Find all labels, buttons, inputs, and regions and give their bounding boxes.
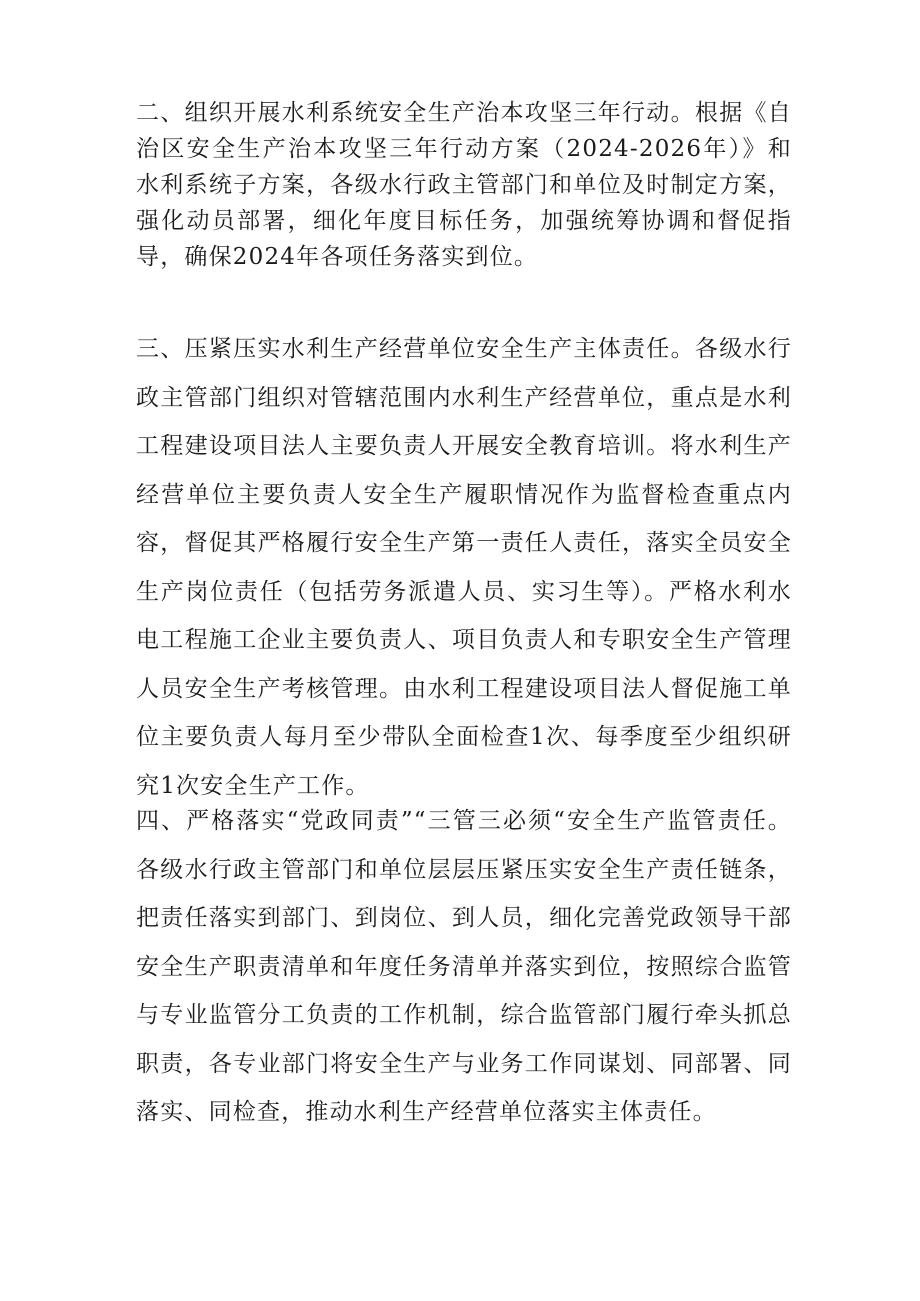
paragraph-2-production-campaign: 二、组织开展水利系统安全生产治本攻坚三年行动。根据《自治区安全生产治本攻坚三年行动方案（2024-2026年）》和水利系统子方案，各级水行政主管部门和单位及时制定方案，强化动员部署，细化年度目标任务，加强统筹协调和督促指导，确保2024年各项任务落实到位。 bbox=[136, 100, 792, 270]
paragraph-4-supervision-responsibility: 四、严格落实“党政同责”“三管三必须“安全生产监管责任。各级水行政主管部门和单位层层压紧压实安全生产责任链条，把责任落实到部门、到岗位、到人员，细化完善党政领导干部安全生产职责清单和年度任务清单并落实到位，按照综合监管与专业监管分工负责的工作机制，综合监管部门履行牵头抓总职责，各专业部门将安全生产与业务工作同谋划、同部署、同落实、同检查，推动水利生产经营单位落实主体责任。 bbox=[136, 808, 792, 1125]
paragraph-3-enterprise-responsibility: 三、压紧压实水利生产经营单位安全生产主体责任。各级水行政主管部门组织对管辖范围内水利生产经营单位，重点是水利工程建设项目法人主要负责人开展安全教育培训。将水利生产经营单位主要负责人安全生产履职情况作为监督检查重点内容，督促其严格履行安全生产第一责任人责任，落实全员安全生产岗位责任（包括劳务派遣人员、实习生等）。严格水利水电工程施工企业主要负责人、项目负责人和专职安全生产管理人员安全生产考核管理。由水利工程建设项目法人督促施工单位主要负责人每月至少带队全面检查1次、每季度至少组织研究1次安全生产工作。 bbox=[136, 336, 792, 799]
